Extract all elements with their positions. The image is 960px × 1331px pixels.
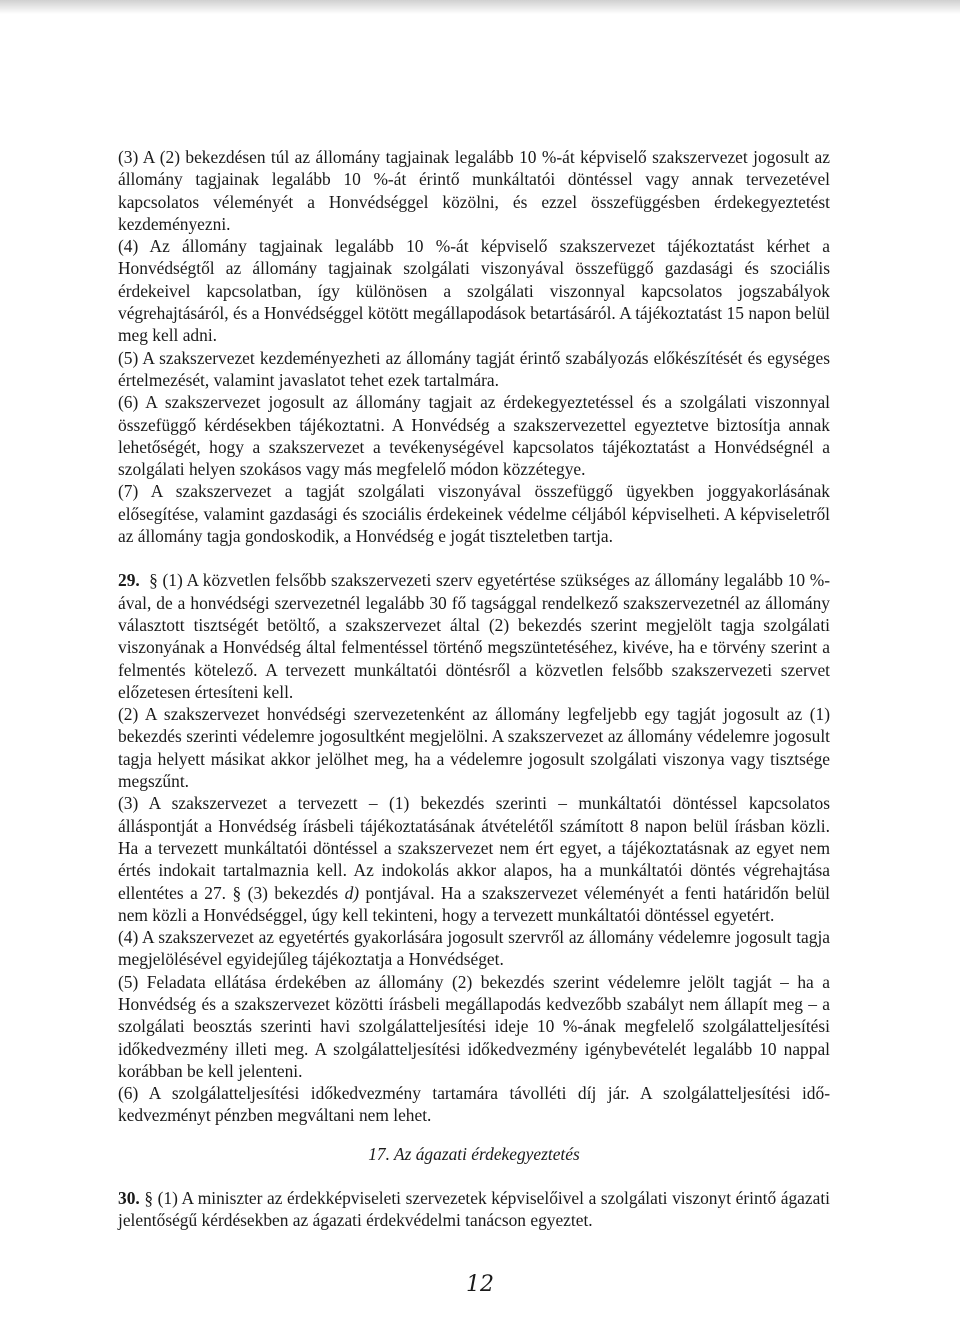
section-sign: § (144, 1188, 154, 1209)
section-sign: § (149, 570, 158, 591)
section-29-paragraph-1 (118, 569, 830, 703)
subtitle-heading: 17. Az ágazati érdekegyeztetés (368, 1143, 580, 1164)
page-number: 12 (466, 1272, 494, 1297)
paragraph-28-6: (6) A szakszervezet jogosult az állomány tagjait az érdekegyeztetéssel és a szolgálati viszonnyal összefüggő kérdésekben tájékoztatni. A Honvédség a szakszervezettel egyeztetve biztosítja annak lehetőségét, hogy a szakszervezet a tevékenységével kapcsolatos tájékoztatást a Honvédségnél a szolgálati helyen szokásos vagy más megfelelő módon közzétegye. (118, 392, 830, 480)
paragraph-28-7: (7) A szakszervezet a tagját szolgálati viszonyával összefüggő ügyekben joggyakorlásának elősegítése, valamint gazdasági és szociális érdekeinek védelme céljából képviselheti. A képviseletről az állomány tagja gondoskodik, a Honvédség e jogát tiszteletben tartja. (118, 481, 830, 547)
section-29-paragraph-3 (118, 792, 830, 926)
section-sign: § (232, 882, 242, 903)
paragraph-28-4: (4) Az állomány tagjainak legalább 10 %-át képviselő szakszervezet tájékoztatást kérhet a Honvédségtől az állomány tagjainak szolgálati viszonyával összefüggő gazdasági és szociális érdekeivel kapcsolatban, így különösen a szolgálati viszonnyal kapcsolatos jogszabályok végrehajtásáról, és a Honvédséggel kötött megállapodások betartásáról. A tájékoztatást 15 napon belül meg kell adni. (118, 236, 830, 346)
section-29-paragraph-5: (5) Feladata ellátása érdekében az állomány (2) bekezdés szerint védelemre jelölt tagját – ha a Honvédség és a szakszervezet közötti írásbeli megállapodás kedvezőbb szabályt nem állapít meg – a szolgálati beosztás szerinti havi szolgálatteljesítési ideje 10 %-ának megfelelő szolgálatteljesítési időkedvezmény illeti meg. A szolgálatteljesítési időkedvezmény igénybevételét legalább 10 nappal korábban be kell jelenteni. (118, 971, 830, 1081)
section-29-paragraph-2: (2) A szakszervezet honvédségi szervezetenként az állomány legfeljebb egy tagját jogosult az (1) bekezdés szerinti védelemre jogosultként megjelölni. A szakszervezet az állomány védelemre jogosult tagja helyett másikat akkor jelölhet meg, ha a védelemre jogosult szolgálati viszonya vagy tisztsége megszűnt. (118, 704, 830, 792)
section-30-text: (1) A miniszter az érdekképviseleti szervezetek képviselőivel a szolgálati viszonyt érintő ágazati jelentőségű kérdésekben az ágazati érdekvédelmi tanácson egyeztet. (118, 1188, 830, 1231)
section-29-text: (1) A közvetlen felsőbb szakszervezeti szerv egyetértése szükséges az állomány legalább 10 %-ával, de a honvédségi szervezetnél legalább 30 fő tagsággal rendelkező szakszervezetnél az állomány választott tisztségét betöltő, a szakszervezet által (2) bekezdés szerint megjelölt tagja szolgálati viszonyának a Honvédség által felmentéssel történő megszüntetéséhez, kivéve, ha e törvény szerint a felmentés kötelező. A tervezett munkáltatói döntésről a közvetlen felsőbb szakszervezeti szervet előzetesen értesíteni kell. (118, 570, 830, 702)
scan-edge (0, 0, 960, 14)
text-run: (3) A szakszervezet a tervezett – (1) bekezdés szerinti – munkáltatói döntéssel kapcsolatos álláspontját a Honvédség írásbeli tájékoztatásának átvételétől számított 8 napon belül írásban közli. Ha a tervezett munkáltatói döntéssel a szakszervezet nem ért egyet, a tájékoztatásnak az egyet nem értés indokait tartalmaznia kell. Az indokolás akkor alapos, ha a munkáltatói döntés végrehajtása ellentétes a 27. (118, 793, 830, 903)
section-30-number: 30. (118, 1188, 140, 1209)
point-reference: d) (344, 882, 360, 903)
section-29-paragraph-6: (6) A szolgálatteljesítési időkedvezmény tartamára távolléti díj jár. A szolgálatteljesítési idő-kedvezményt pénzben megváltani nem lehet. (118, 1083, 830, 1126)
document-page (118, 146, 830, 1232)
paragraph-28-3: (3) A (2) bekezdésen túl az állomány tagjainak legalább 10 %-át képviselő szakszervezet jogosult az állomány tagjainak legalább 10 %-át érintő munkáltatói döntéssel vagy annak tervezetével kapcsolatos véleményét a Honvédséggel közölni, és ezzel összefüggésben érdekegyeztetést kezdeményezni. (118, 147, 830, 234)
section-29-paragraph-4: (4) A szakszervezet az egyetértés gyakorlására jogosult szervről az állomány védelemre jogosult tagja megjelölésével egyidejűleg tájékoztatja a Honvédséget. (118, 927, 830, 970)
section-30-paragraph-1 (118, 1187, 830, 1232)
paragraph-28-5: (5) A szakszervezet kezdeményezheti az állomány tagját érintő szabályozás előkészítését és egységes értelmezését, valamint javaslatot tehet ezek tartalmára. (118, 347, 830, 390)
text-run: (3) bekezdés (241, 882, 345, 903)
section-29-number: 29. (118, 570, 140, 591)
spacer (118, 547, 830, 569)
text-run: pontjával. Ha a szakszervezet véleményét a fenti határidőn belül nem közli a Honvédséggel, úgy kell tekinteni, hogy a tervezett munkáltatói döntéssel egyetért. (118, 882, 830, 925)
